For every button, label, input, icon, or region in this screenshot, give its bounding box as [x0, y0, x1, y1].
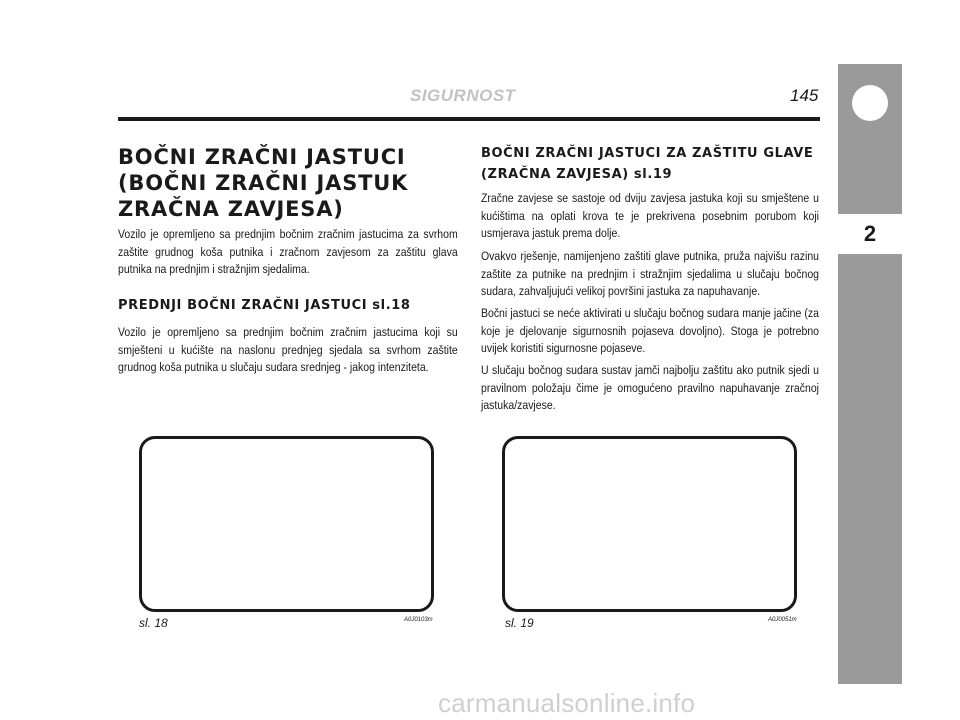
curtain-text-block-4 [481, 362, 874, 415]
figure-19-label: sl. 19 [505, 616, 534, 630]
figure-18-code: A0J0103m [404, 617, 433, 623]
curtain-paragraph: Zračne zavjese se sastoje od dviju zavjesa jastuka koji su smještene u kućištima na oplati krova te je prekrivena posebnim porubom koji usmjerava jastuk prema dolje. [481, 191, 819, 240]
figure-19-code: A0J0051m [768, 617, 797, 623]
figure-18-label: sl. 18 [139, 616, 168, 630]
watermark: carmanualsonline.info [438, 688, 696, 718]
figure-19-frame [502, 436, 797, 612]
curtain-heading-line2: (ZRAČNA ZAVJESA) sl.19 [481, 167, 673, 182]
curtain-paragraph: Bočni jastuci se neće aktivirati u slučaju bočnog sudara manje jačine (za koje je djelovanje sigurnosnih pojaseva dovoljno). Stoga je potrebno uvijek koristiti sigurnosne pojaseve. [481, 306, 819, 355]
front-airbags-paragraph: Vozilo je opremljeno sa prednjim bočnim zračnim jastucima koji su smješteni u kućište na naslonu prednjeg sjedala sa svrhom zaštite grudnog koša putnika u slučaju sudara srednjeg - jakog intenziteta. [118, 325, 458, 374]
curtain-text-block-3 [481, 305, 874, 358]
page-number: 145 [790, 86, 819, 105]
figure-18-frame [139, 436, 434, 612]
curtain-paragraph: U slučaju bočnog sudara sustav jamči najbolju zaštitu ako putnik sjedi u pravilnom položaju čime je omogućeno pravilno napuhavanje zračnoj jastuka/zavjese. [481, 363, 819, 412]
curtain-paragraph: Ovakvo rješenje, namijenjeno zaštiti glave putnika, pruža najvišu razinu zaštite za putnike na prednjim i stražnjim sjedalima u slučaju bočnog sudara, zahvaljujući velikoj površini jastuka za napuhavanje. [481, 249, 819, 298]
intro-paragraph: Vozilo je opremljeno sa prednjim bočnim zračnim jastucima za svrhom zaštite grudnog koša putnika i zračnom zavjesom za zaštitu glava putnika na prednjim i stražnjim sjedalima. [118, 227, 458, 276]
sub-paragraph-wrap [118, 324, 513, 377]
curtain-text-block-2 [481, 248, 874, 301]
intro-paragraph-wrap [118, 226, 513, 279]
curtain-heading-line1: BOČNI ZRAČNI JASTUCI ZA ZAŠTITU GLAVE [481, 146, 814, 161]
curtain-text-block [481, 190, 874, 248]
sub-heading-front-airbags: PREDNJI BOČNI ZRAČNI JASTUCI sl.18 [118, 298, 411, 313]
chapter-marker-dot [852, 85, 888, 121]
header-rule [118, 117, 820, 121]
chapter-number: 2 [838, 214, 902, 254]
main-heading: BOČNI ZRAČNI JASTUCI (BOČNI ZRAČNI JASTUK ZRAČNA ZAVJESA) [118, 145, 409, 221]
section-title: SIGURNOST [410, 86, 516, 105]
